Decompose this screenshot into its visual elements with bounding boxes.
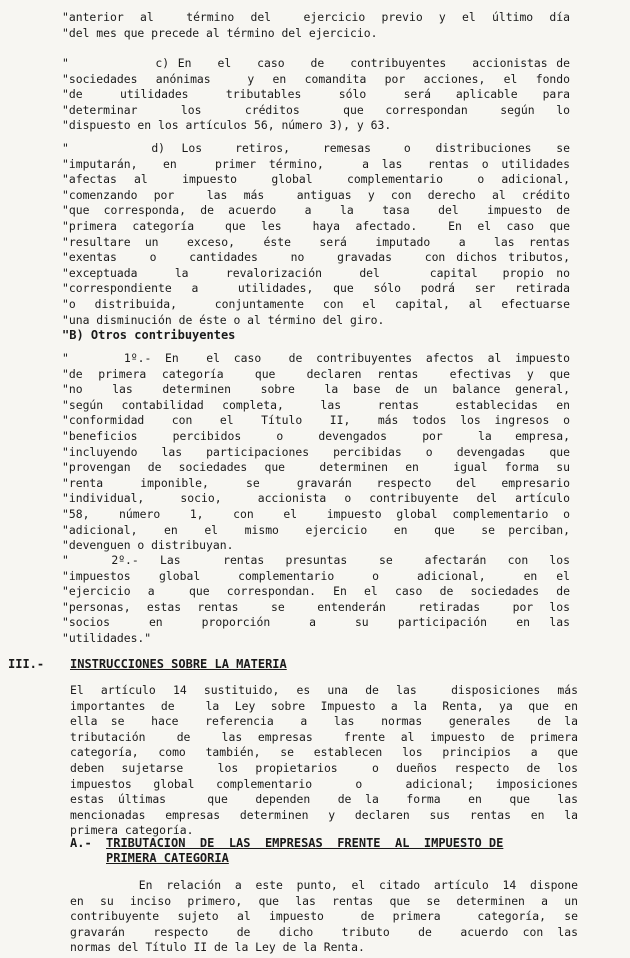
text-line: "utilidades."	[62, 630, 152, 645]
text-line: gravarán respecto de dicho tributo de acuerdo con las	[70, 924, 578, 939]
section-iii-number: III.-	[8, 657, 45, 671]
text-line: "afectas al impuesto global complementario o adicional,	[62, 172, 570, 187]
text-line: "renta imponible, se gravarán respecto del empresario	[62, 475, 570, 490]
text-line: "individual, socio, accionista o contribuyente del artículo	[62, 491, 570, 506]
paragraph-c	[62, 56, 570, 134]
paragraph-continuation	[62, 10, 570, 41]
text-line: "58, número 1, con el impuesto global complementario o	[62, 506, 570, 521]
text-line: " c) En el caso de contribuyentes accionistas de	[62, 56, 570, 70]
text-line: "según contabilidad completa, las rentas establecidas en	[62, 397, 570, 412]
text-line: El artículo 14 sustituido, es una de las disposiciones más	[70, 683, 578, 697]
text-line: "comenzando por las más antiguas y con derecho al crédito	[62, 187, 570, 202]
text-line: deben sujetarse los propietarios o dueños respecto de los	[70, 760, 578, 775]
text-line: " 1º.- En el caso de contribuyentes afectos al impuesto	[62, 351, 570, 365]
text-line: "dispuesto en los artículos 56, número 3), y 63.	[62, 118, 392, 133]
text-line: "correspondiente a utilidades, que sólo podrá ser retirada	[62, 281, 570, 296]
paragraph-b2	[62, 553, 570, 647]
text-line: "exentas o cantidades no gravadas con dichos tributos,	[62, 250, 570, 265]
text-line: "de primera categoría que declaren rentas efectivas y que	[62, 366, 570, 381]
text-line: "que corresponda, de acuerdo a la tasa del impuesto de	[62, 203, 570, 218]
text-line: primera categoría.	[70, 823, 194, 838]
text-line: "provengan de sociedades que determinen en igual forma su	[62, 460, 570, 475]
text-line: ella se hace referencia a las normas generales de la	[70, 714, 578, 729]
text-line: " d) Los retiros, remesas o distribuciones se	[62, 141, 570, 155]
text-line: "impuestos global complementario o adicional, en el	[62, 568, 570, 583]
text-line: impuestos global complementario o adicional; imposiciones	[70, 776, 578, 791]
text-line: "no las determinen sobre la base de un balance general,	[62, 382, 570, 397]
section-a-number: A.-	[70, 836, 92, 850]
text-line: tributación de las empresas frente al impuesto de primera	[70, 729, 578, 744]
text-line: "una disminución de éste o al término del giro.	[62, 312, 385, 327]
text-line: "conformidad con el Título II, más todos los ingresos o	[62, 413, 570, 428]
text-line: "de utilidades tributables sólo será aplicable para	[62, 87, 570, 102]
paragraph-iii	[70, 683, 578, 839]
section-iii-title: INSTRUCCIONES SOBRE LA MATERIA	[70, 657, 287, 671]
text-line: "incluyendo las participaciones percibidas o devengadas que	[62, 444, 570, 459]
text-line: " 2º.- Las rentas presuntas se afectarán con los	[62, 553, 570, 567]
text-line: "beneficios percibidos o devengados por la empresa,	[62, 428, 570, 443]
text-line: "o distribuida, conjuntamente con el capital, al efectuarse	[62, 296, 570, 311]
text-line: contribuyente sujeto al impuesto de primera categoría, se	[70, 909, 578, 924]
text-line: "ejercicio a que correspondan. En el caso de sociedades de	[62, 584, 570, 599]
paragraph-a	[70, 878, 578, 956]
text-line: "del mes que precede al término del ejercicio.	[62, 25, 378, 40]
text-line: "adicional, en el mismo ejercicio en que se perciban,	[62, 522, 570, 537]
paragraph-d	[62, 141, 570, 328]
text-line: "personas, estas rentas se entenderán retiradas por los	[62, 599, 570, 614]
text-line: categoría, como también, se establecen los principios a que	[70, 745, 578, 760]
paragraph-b1	[62, 351, 570, 554]
text-line: estas últimas que dependen de la forma en que las	[70, 792, 578, 807]
text-line: en su inciso primero, que las rentas que se determinen a un	[70, 893, 578, 908]
text-line: "imputarán, en primer término, a las rentas o utilidades	[62, 156, 570, 171]
text-line: "determinar los créditos que correspondan según lo	[62, 102, 570, 117]
text-line: "resultare un exceso, éste será imputado a las rentas	[62, 234, 570, 249]
section-a-title-line1: TRIBUTACION DE LAS EMPRESAS FRENTE AL IMPUESTO DE	[106, 836, 504, 850]
text-line: "primera categoría que les haya afectado. En el caso que	[62, 218, 570, 233]
text-line: "devenguen o distribuyan.	[62, 538, 234, 553]
section-b-heading: "B) Otros contribuyentes	[62, 328, 236, 342]
text-line: "sociedades anónimas y en comandita por acciones, el fondo	[62, 71, 570, 86]
text-line: "exceptuada la revalorización del capital propio no	[62, 265, 570, 280]
text-line: normas del Título II de la Ley de la Renta.	[70, 940, 365, 955]
text-line: "socios en proporción a su participación en las	[62, 615, 570, 630]
section-a-title-line2: PRIMERA CATEGORIA	[106, 851, 229, 865]
text-line: En relación a este punto, el citado artículo 14 dispone	[70, 878, 578, 892]
text-line: importantes de la Ley sobre Impuesto a la Renta, ya que en	[70, 698, 578, 713]
text-line: "anterior al término del ejercicio previo y el último día	[62, 10, 570, 24]
text-line: mencionadas empresas determinen y declaren sus rentas en la	[70, 807, 578, 822]
